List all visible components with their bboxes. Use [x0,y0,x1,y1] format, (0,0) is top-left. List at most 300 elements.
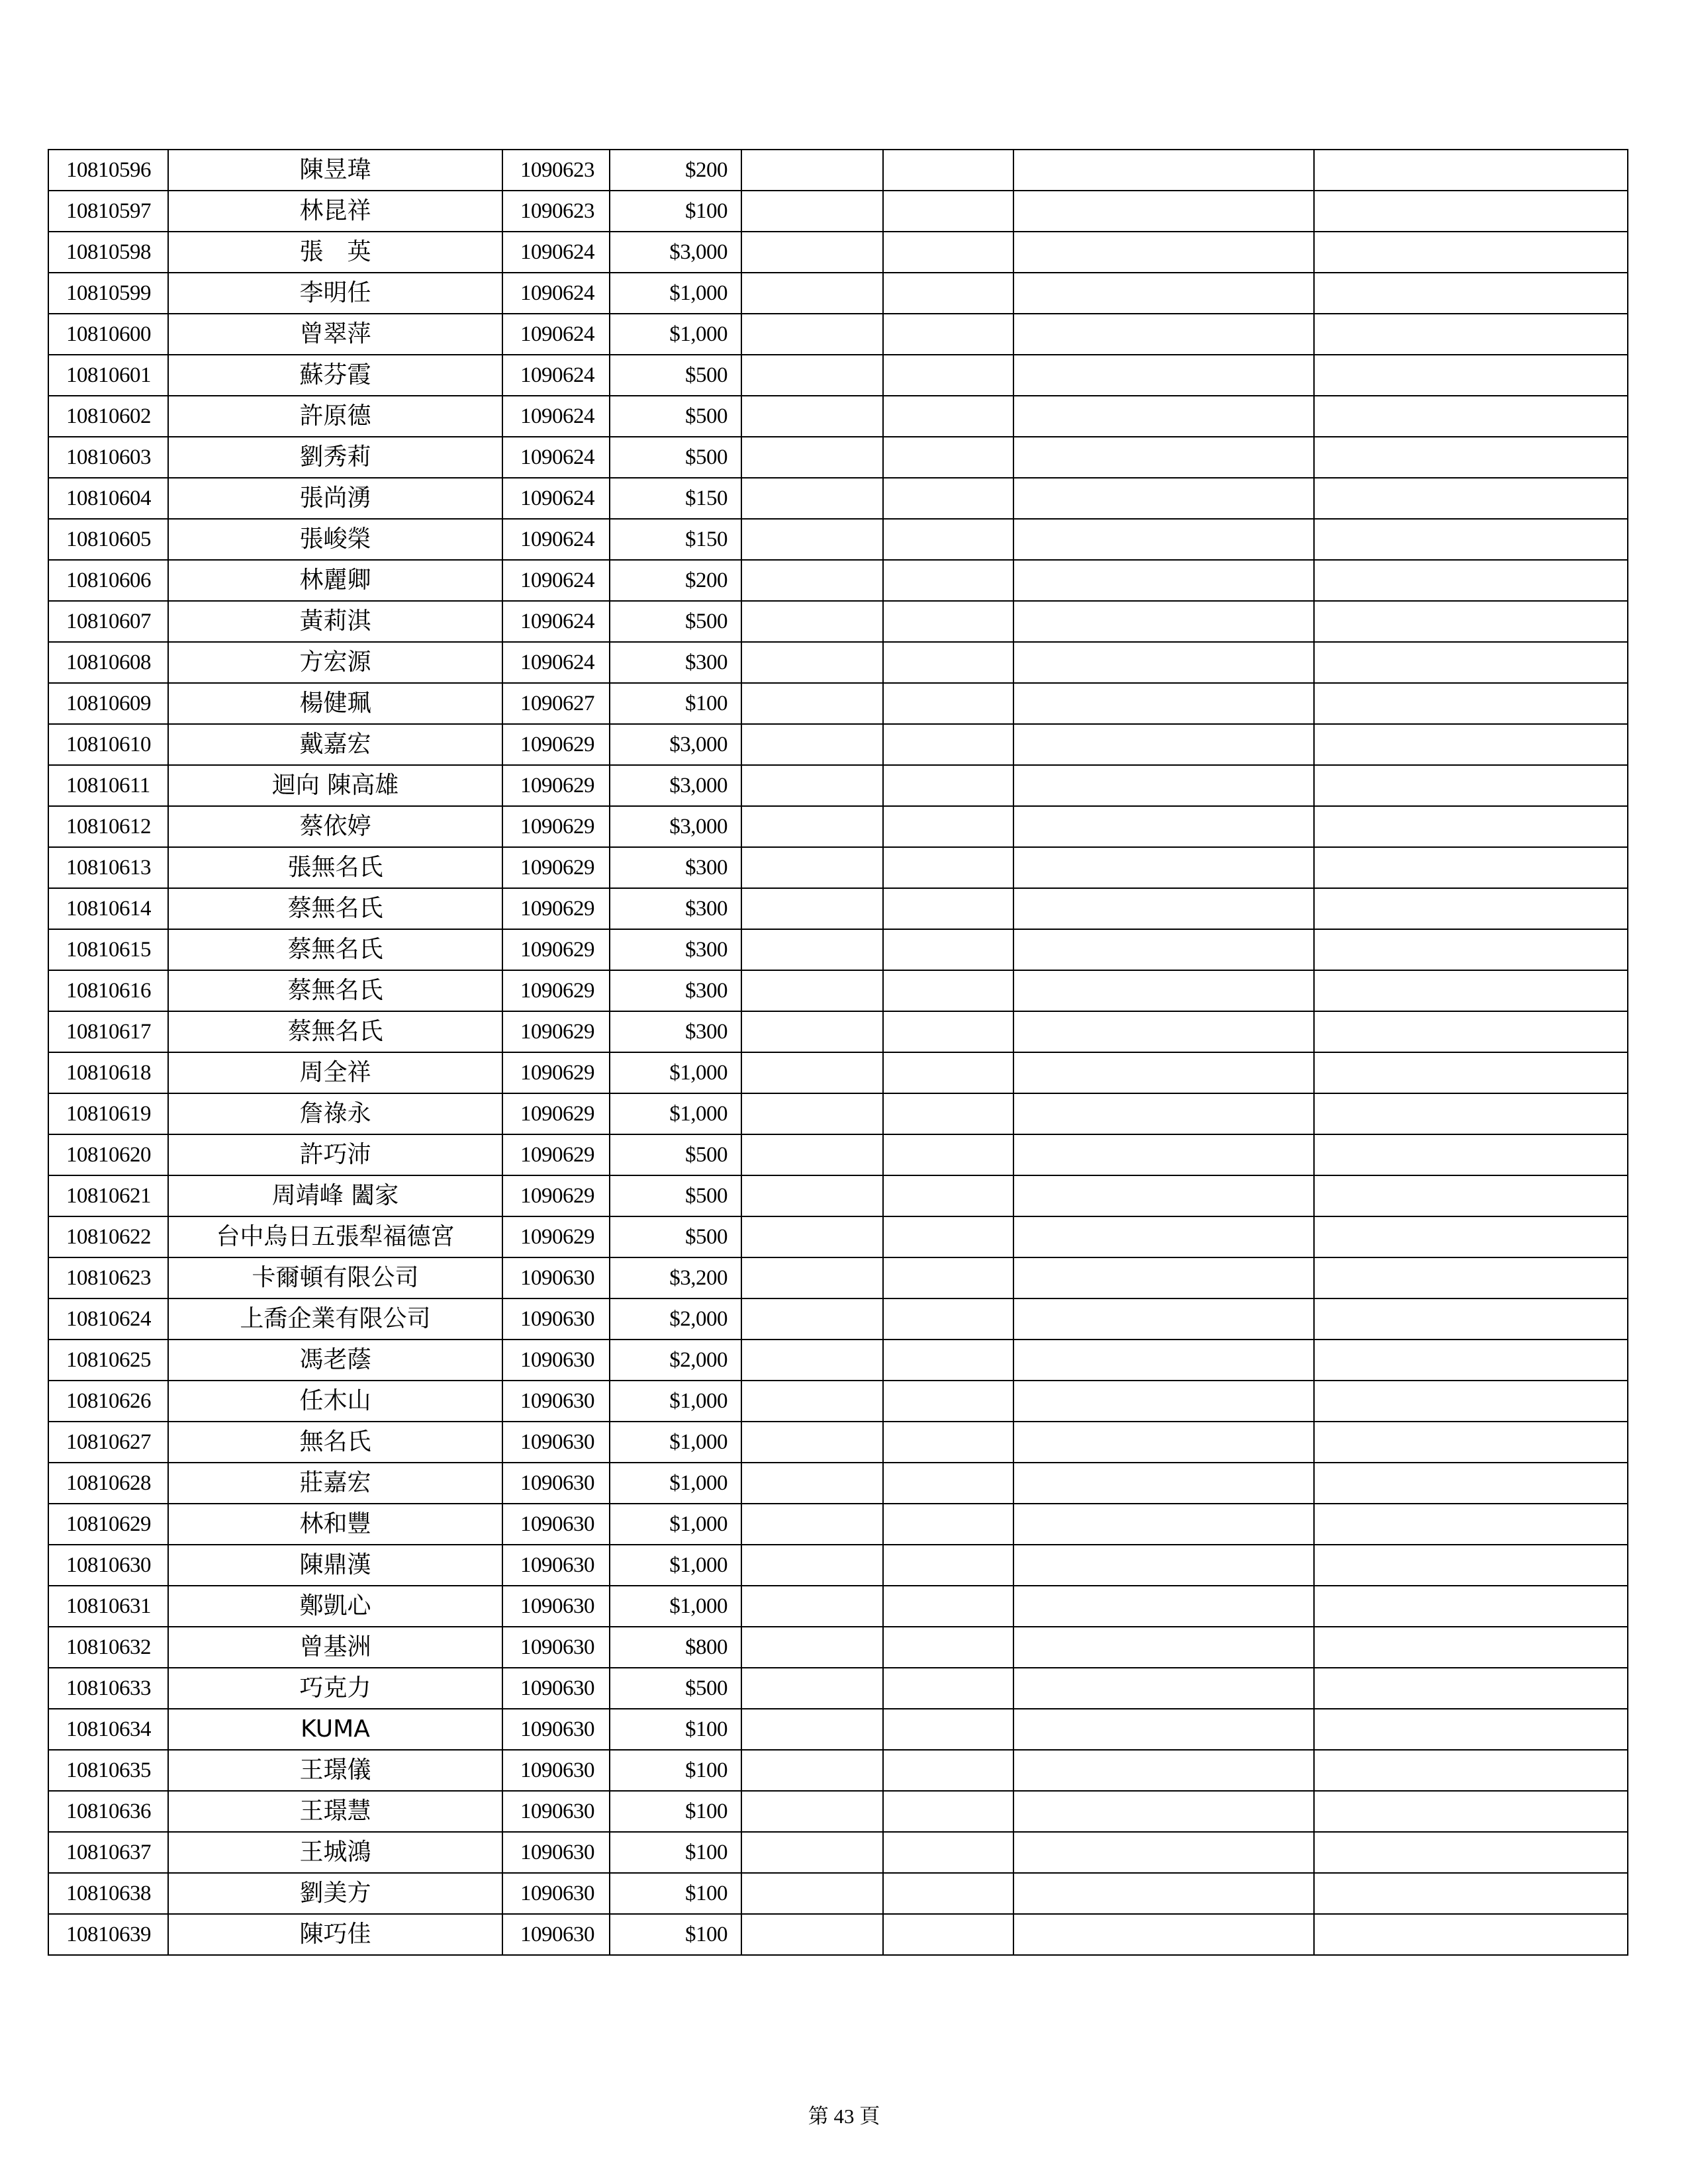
empty-cell [741,191,883,232]
donation-amount-cell: $100 [610,1832,741,1873]
empty-cell [883,1668,1013,1709]
empty-cell [883,1709,1013,1750]
empty-cell [1314,478,1628,519]
donor-name-cell: 蔡無名氏 [168,970,502,1011]
empty-cell [883,683,1013,724]
empty-cell [1013,1422,1314,1463]
empty-cell [1013,1011,1314,1052]
empty-cell [1013,765,1314,806]
donor-name-cell: 林昆祥 [168,191,502,232]
empty-cell [1013,1627,1314,1668]
donation-date-cell: 1090630 [502,1504,610,1545]
donation-date-cell: 1090630 [502,1422,610,1463]
table-row [48,1668,1628,1709]
empty-cell [1314,1586,1628,1627]
empty-cell [1013,1668,1314,1709]
donation-date-cell: 1090627 [502,683,610,724]
donation-date-cell: 1090624 [502,314,610,355]
empty-cell [1314,1011,1628,1052]
empty-cell [1314,1257,1628,1298]
empty-cell [1314,1381,1628,1422]
empty-cell [1013,1504,1314,1545]
empty-cell [1013,232,1314,273]
empty-cell [1013,1298,1314,1340]
donation-amount-cell: $200 [610,560,741,601]
donation-amount-cell: $500 [610,601,741,642]
donor-name-cell: 林和豐 [168,1504,502,1545]
empty-cell [1314,1873,1628,1914]
receipt-number-cell: 10810634 [48,1709,168,1750]
empty-cell [883,273,1013,314]
donation-amount-cell: $150 [610,519,741,560]
empty-cell [741,273,883,314]
donation-amount-cell: $100 [610,191,741,232]
empty-cell [1314,191,1628,232]
donor-name-cell: 陳鼎漢 [168,1545,502,1586]
empty-cell [883,601,1013,642]
donation-amount-cell: $100 [610,1791,741,1832]
empty-cell [1314,888,1628,929]
empty-cell [741,1545,883,1586]
empty-cell [1314,642,1628,683]
table-row [48,1709,1628,1750]
empty-cell [1314,1545,1628,1586]
table-row [48,1011,1628,1052]
donation-amount-cell: $100 [610,1873,741,1914]
empty-cell [741,1216,883,1257]
donor-name-cell: 劉美方 [168,1873,502,1914]
empty-cell [741,1257,883,1298]
donor-name-cell: 黃莉淇 [168,601,502,642]
empty-cell [883,1175,1013,1216]
donation-amount-cell: $300 [610,1011,741,1052]
receipt-number-cell: 10810637 [48,1832,168,1873]
donation-amount-cell: $100 [610,683,741,724]
donor-name-cell: 台中烏日五張犁福德宮 [168,1216,502,1257]
donation-amount-cell: $500 [610,355,741,396]
empty-cell [741,1422,883,1463]
empty-cell [1013,519,1314,560]
empty-cell [883,1052,1013,1093]
receipt-number-cell: 10810632 [48,1627,168,1668]
donor-name-cell: 詹祿永 [168,1093,502,1134]
empty-cell [1013,478,1314,519]
donation-amount-cell: $1,000 [610,1504,741,1545]
table-row [48,519,1628,560]
empty-cell [1314,1832,1628,1873]
receipt-number-cell: 10810597 [48,191,168,232]
empty-cell [883,1011,1013,1052]
donor-name-cell: KUMA [168,1709,502,1750]
empty-cell [1013,724,1314,765]
empty-cell [1314,1298,1628,1340]
donation-date-cell: 1090629 [502,970,610,1011]
donor-name-cell: 王璟儀 [168,1750,502,1791]
donation-date-cell: 1090630 [502,1340,610,1381]
donation-date-cell: 1090630 [502,1381,610,1422]
empty-cell [1314,970,1628,1011]
donation-amount-cell: $2,000 [610,1340,741,1381]
empty-cell [1314,150,1628,191]
empty-cell [883,1422,1013,1463]
empty-cell [883,765,1013,806]
empty-cell [883,1873,1013,1914]
empty-cell [741,1298,883,1340]
table-row [48,1545,1628,1586]
table-row [48,1216,1628,1257]
table-row [48,437,1628,478]
donor-name-cell: 卡爾頓有限公司 [168,1257,502,1298]
donor-name-cell: 曾基洲 [168,1627,502,1668]
table-row [48,1381,1628,1422]
empty-cell [1314,1791,1628,1832]
empty-cell [1314,929,1628,970]
empty-cell [1314,1134,1628,1175]
empty-cell [1314,683,1628,724]
table-row [48,1586,1628,1627]
donation-date-cell: 1090624 [502,519,610,560]
receipt-number-cell: 10810625 [48,1340,168,1381]
donation-date-cell: 1090629 [502,1011,610,1052]
empty-cell [1013,1463,1314,1504]
empty-cell [741,1750,883,1791]
empty-cell [1314,560,1628,601]
receipt-number-cell: 10810602 [48,396,168,437]
donor-name-cell: 上喬企業有限公司 [168,1298,502,1340]
empty-cell [883,560,1013,601]
empty-cell [883,396,1013,437]
empty-cell [741,642,883,683]
donation-date-cell: 1090629 [502,1052,610,1093]
donation-date-cell: 1090624 [502,273,610,314]
table-row [48,232,1628,273]
empty-cell [1013,273,1314,314]
table-row [48,396,1628,437]
donor-name-cell: 王城鴻 [168,1832,502,1873]
donor-name-cell: 周全祥 [168,1052,502,1093]
empty-cell [741,150,883,191]
donor-name-cell: 曾翠萍 [168,314,502,355]
table-row [48,1914,1628,1955]
empty-cell [1314,1504,1628,1545]
empty-cell [883,1340,1013,1381]
donation-amount-cell: $500 [610,1668,741,1709]
donation-date-cell: 1090624 [502,396,610,437]
empty-cell [883,847,1013,888]
empty-cell [1314,1668,1628,1709]
table-row [48,1298,1628,1340]
receipt-number-cell: 10810633 [48,1668,168,1709]
donor-name-cell: 張峻榮 [168,519,502,560]
empty-cell [741,314,883,355]
receipt-number-cell: 10810626 [48,1381,168,1422]
empty-cell [741,683,883,724]
empty-cell [741,1052,883,1093]
empty-cell [1013,1175,1314,1216]
table-row [48,314,1628,355]
empty-cell [1013,601,1314,642]
empty-cell [883,478,1013,519]
empty-cell [883,150,1013,191]
empty-cell [1314,1093,1628,1134]
donation-amount-cell: $1,000 [610,1052,741,1093]
receipt-number-cell: 10810599 [48,273,168,314]
donor-name-cell: 楊健珮 [168,683,502,724]
empty-cell [1314,1422,1628,1463]
donation-amount-cell: $1,000 [610,1422,741,1463]
table-row [48,273,1628,314]
donation-amount-cell: $1,000 [610,1381,741,1422]
donation-date-cell: 1090630 [502,1627,610,1668]
empty-cell [741,1873,883,1914]
empty-cell [741,1340,883,1381]
empty-cell [741,1011,883,1052]
table-row [48,1257,1628,1298]
table-row [48,1791,1628,1832]
donation-amount-cell: $100 [610,1750,741,1791]
empty-cell [1013,806,1314,847]
receipt-number-cell: 10810623 [48,1257,168,1298]
empty-cell [1013,1052,1314,1093]
empty-cell [883,888,1013,929]
ledger-body [48,150,1628,1955]
empty-cell [741,1463,883,1504]
donation-date-cell: 1090623 [502,150,610,191]
receipt-number-cell: 10810630 [48,1545,168,1586]
donation-amount-cell: $3,200 [610,1257,741,1298]
empty-cell [1314,355,1628,396]
donor-name-cell: 蔡無名氏 [168,1011,502,1052]
table-row [48,1052,1628,1093]
empty-cell [741,232,883,273]
empty-cell [741,806,883,847]
table-row [48,642,1628,683]
receipt-number-cell: 10810612 [48,806,168,847]
receipt-number-cell: 10810636 [48,1791,168,1832]
donation-date-cell: 1090629 [502,1093,610,1134]
receipt-number-cell: 10810615 [48,929,168,970]
empty-cell [883,1750,1013,1791]
empty-cell [883,191,1013,232]
empty-cell [741,601,883,642]
receipt-number-cell: 10810628 [48,1463,168,1504]
donor-name-cell: 戴嘉宏 [168,724,502,765]
empty-cell [1314,1052,1628,1093]
empty-cell [741,1175,883,1216]
table-row [48,1627,1628,1668]
empty-cell [741,1586,883,1627]
donor-name-cell: 巧克力 [168,1668,502,1709]
empty-cell [741,1627,883,1668]
donation-amount-cell: $100 [610,1709,741,1750]
table-row [48,1504,1628,1545]
empty-cell [1013,888,1314,929]
empty-cell [1314,273,1628,314]
empty-cell [741,765,883,806]
empty-cell [883,642,1013,683]
empty-cell [741,888,883,929]
empty-cell [883,1463,1013,1504]
table-row [48,1340,1628,1381]
receipt-number-cell: 10810621 [48,1175,168,1216]
receipt-number-cell: 10810629 [48,1504,168,1545]
donor-name-cell: 陳巧佳 [168,1914,502,1955]
table-row [48,683,1628,724]
donation-amount-cell: $3,000 [610,806,741,847]
donation-amount-cell: $1,000 [610,1545,741,1586]
receipt-number-cell: 10810608 [48,642,168,683]
donation-date-cell: 1090629 [502,1216,610,1257]
empty-cell [1013,683,1314,724]
empty-cell [1013,1914,1314,1955]
table-row [48,601,1628,642]
empty-cell [1314,765,1628,806]
receipt-number-cell: 10810635 [48,1750,168,1791]
donor-name-cell: 張尚湧 [168,478,502,519]
empty-cell [1314,1914,1628,1955]
donation-date-cell: 1090624 [502,355,610,396]
donation-date-cell: 1090624 [502,642,610,683]
donor-name-cell: 許巧沛 [168,1134,502,1175]
donation-date-cell: 1090624 [502,560,610,601]
empty-cell [741,724,883,765]
donor-name-cell: 蘇芬霞 [168,355,502,396]
receipt-number-cell: 10810619 [48,1093,168,1134]
empty-cell [883,232,1013,273]
donor-name-cell: 王璟慧 [168,1791,502,1832]
table-row [48,478,1628,519]
table-row [48,1832,1628,1873]
table-row [48,150,1628,191]
donation-amount-cell: $300 [610,642,741,683]
donor-name-cell: 李明任 [168,273,502,314]
receipt-number-cell: 10810627 [48,1422,168,1463]
donation-date-cell: 1090630 [502,1257,610,1298]
empty-cell [883,314,1013,355]
empty-cell [1314,437,1628,478]
empty-cell [1314,519,1628,560]
empty-cell [741,396,883,437]
receipt-number-cell: 10810618 [48,1052,168,1093]
donation-date-cell: 1090629 [502,1175,610,1216]
donor-name-cell: 許原德 [168,396,502,437]
donor-name-cell: 鄭凱心 [168,1586,502,1627]
empty-cell [883,355,1013,396]
empty-cell [1013,1134,1314,1175]
donation-amount-cell: $1,000 [610,314,741,355]
donation-ledger-table [48,149,1628,1956]
empty-cell [1314,1709,1628,1750]
donation-date-cell: 1090630 [502,1586,610,1627]
donation-date-cell: 1090630 [502,1709,610,1750]
receipt-number-cell: 10810638 [48,1873,168,1914]
donor-name-cell: 蔡無名氏 [168,929,502,970]
empty-cell [883,929,1013,970]
table-row [48,191,1628,232]
receipt-number-cell: 10810604 [48,478,168,519]
empty-cell [883,1257,1013,1298]
empty-cell [1314,1627,1628,1668]
receipt-number-cell: 10810613 [48,847,168,888]
donation-date-cell: 1090630 [502,1832,610,1873]
empty-cell [883,519,1013,560]
table-row [48,929,1628,970]
donation-date-cell: 1090624 [502,478,610,519]
table-row [48,806,1628,847]
donation-date-cell: 1090630 [502,1668,610,1709]
empty-cell [883,1832,1013,1873]
donation-amount-cell: $500 [610,1216,741,1257]
table-row [48,1463,1628,1504]
empty-cell [1013,1873,1314,1914]
empty-cell [741,560,883,601]
donation-amount-cell: $300 [610,888,741,929]
table-row [48,1422,1628,1463]
receipt-number-cell: 10810624 [48,1298,168,1340]
receipt-number-cell: 10810622 [48,1216,168,1257]
empty-cell [741,929,883,970]
empty-cell [741,970,883,1011]
empty-cell [741,478,883,519]
empty-cell [741,1914,883,1955]
donation-amount-cell: $300 [610,970,741,1011]
receipt-number-cell: 10810606 [48,560,168,601]
empty-cell [1013,396,1314,437]
table-row [48,1134,1628,1175]
donation-amount-cell: $500 [610,437,741,478]
empty-cell [1314,724,1628,765]
donation-date-cell: 1090629 [502,929,610,970]
receipt-number-cell: 10810614 [48,888,168,929]
donation-date-cell: 1090630 [502,1914,610,1955]
receipt-number-cell: 10810600 [48,314,168,355]
empty-cell [883,1545,1013,1586]
donation-amount-cell: $300 [610,929,741,970]
empty-cell [1013,437,1314,478]
donation-amount-cell: $500 [610,396,741,437]
donation-amount-cell: $1,000 [610,1463,741,1504]
table-row [48,765,1628,806]
donation-amount-cell: $500 [610,1175,741,1216]
table-row [48,1093,1628,1134]
empty-cell [883,437,1013,478]
empty-cell [1314,396,1628,437]
empty-cell [1314,601,1628,642]
donation-amount-cell: $1,000 [610,1093,741,1134]
empty-cell [1013,1093,1314,1134]
empty-cell [883,1791,1013,1832]
empty-cell [1314,314,1628,355]
donation-amount-cell: $150 [610,478,741,519]
donation-date-cell: 1090629 [502,1134,610,1175]
empty-cell [1013,1545,1314,1586]
empty-cell [1013,1709,1314,1750]
table-row [48,970,1628,1011]
empty-cell [1013,1340,1314,1381]
empty-cell [1013,642,1314,683]
empty-cell [1013,1750,1314,1791]
donation-amount-cell: $300 [610,847,741,888]
empty-cell [1314,1175,1628,1216]
donor-name-cell: 陳昱瑋 [168,150,502,191]
receipt-number-cell: 10810617 [48,1011,168,1052]
receipt-number-cell: 10810631 [48,1586,168,1627]
empty-cell [741,1832,883,1873]
donor-name-cell: 劉秀莉 [168,437,502,478]
empty-cell [1013,1381,1314,1422]
donation-date-cell: 1090624 [502,437,610,478]
table-row [48,847,1628,888]
